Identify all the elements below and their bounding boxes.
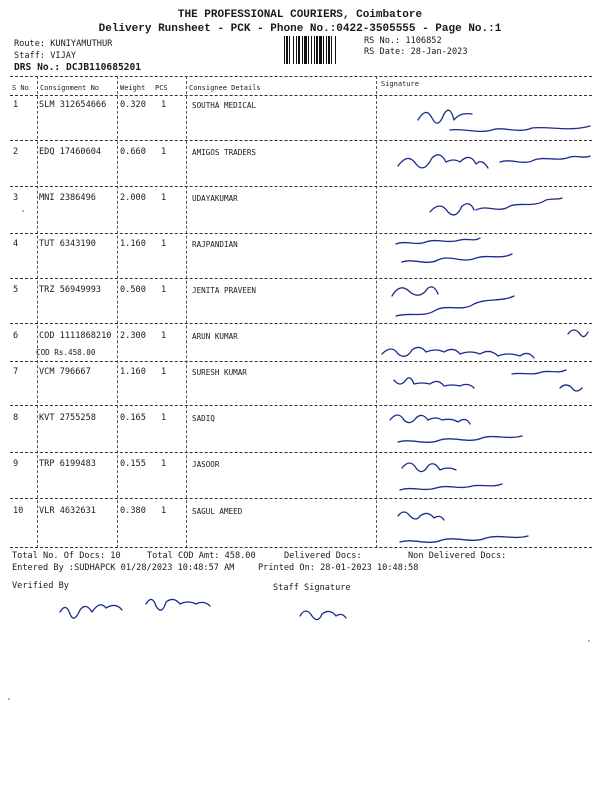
delivered-docs: Delivered Docs: xyxy=(284,551,362,561)
row-weight: 0.660 xyxy=(120,147,146,157)
total-docs: Total No. Of Docs: 10 xyxy=(12,551,121,561)
route-label: Route: xyxy=(14,39,46,49)
staff-signature-label: Staff Signature xyxy=(273,583,351,593)
row-consignment: EDQ 17460604 xyxy=(39,147,102,157)
row-consignment: TUT 6343190 xyxy=(39,239,96,249)
rs-date-label: RS Date: xyxy=(364,47,406,57)
row-weight: 1.160 xyxy=(120,239,146,249)
row-consignment: MNI 2386496 xyxy=(39,193,96,203)
row-consignment: TRP 6199483 xyxy=(39,459,96,469)
runsheet-subtitle: Delivery Runsheet - PCK - Phone No.:0422-3505555 - Page No.:1 xyxy=(98,23,502,35)
col-header-consignment: Consignment No xyxy=(40,84,100,92)
row-consignment: VLR 4632631 xyxy=(39,506,96,516)
row-sno: 7 xyxy=(13,367,19,377)
row-pcs: 1 xyxy=(161,506,167,516)
col-header-sno: S No xyxy=(12,84,29,92)
row-consignment: VCM 796667 xyxy=(39,367,91,377)
row-pcs: 1 xyxy=(161,239,167,249)
verified-by-label: Verified By xyxy=(12,581,69,591)
row-pcs: 1 xyxy=(161,285,167,295)
scan-speck xyxy=(8,698,10,700)
row-consignee: ARUN KUMAR xyxy=(192,332,238,341)
row-consignee: SAGUL AMEED xyxy=(192,507,243,516)
row-pcs: 1 xyxy=(161,459,167,469)
row-consignee: SURESH KUMAR xyxy=(192,368,247,377)
route-value: KUNIYAMUTHUR xyxy=(50,39,113,49)
drs-value: DCJB110685201 xyxy=(66,62,142,73)
row-weight: 2.300 xyxy=(120,331,146,341)
scan-speck xyxy=(588,640,590,642)
row-pcs: 1 xyxy=(161,331,167,341)
row-sno: 6 xyxy=(13,331,19,341)
row-sno: 9 xyxy=(13,459,19,469)
row-weight: 0.320 xyxy=(120,100,146,110)
scan-speck xyxy=(22,210,24,212)
row-consignment: COD 1111868210 xyxy=(39,331,112,341)
row-consignee: SOUTHA MEDICAL xyxy=(192,101,257,110)
row-sno: 3 xyxy=(13,193,19,203)
row-weight: 1.160 xyxy=(120,367,146,377)
rs-no-value: 1106852 xyxy=(405,36,442,46)
row-consignee: JENITA PRAVEEN xyxy=(192,286,257,295)
row-consignment: SLM 312654666 xyxy=(39,100,107,110)
row-weight: 2.000 xyxy=(120,193,146,203)
row-sno: 1 xyxy=(13,100,19,110)
non-delivered-docs: Non Delivered Docs: xyxy=(408,551,507,561)
drs-label: DRS No.: xyxy=(14,62,61,73)
rs-date-value: 28-Jan-2023 xyxy=(410,47,468,57)
row-sno: 10 xyxy=(13,506,24,516)
row-cod-note: COD Rs.458.00 xyxy=(36,348,96,357)
company-title: THE PROFESSIONAL COURIERS, Coimbatore xyxy=(177,9,423,21)
row-pcs: 1 xyxy=(161,100,167,110)
entered-by: Entered By :SUDHAPCK 01/28/2023 10:48:57 AM xyxy=(12,563,235,573)
row-pcs: 1 xyxy=(161,367,167,377)
row-consignment: KVT 2755258 xyxy=(39,413,96,423)
staff-value: VIJAY xyxy=(50,51,77,61)
col-header-weight: Weight xyxy=(120,84,146,92)
row-consignee: UDAYAKUMAR xyxy=(192,194,238,203)
row-consignment: TRZ 56949993 xyxy=(39,285,102,295)
row-pcs: 1 xyxy=(161,193,167,203)
row-pcs: 1 xyxy=(161,147,167,157)
row-consignee: AMIGOS TRADERS xyxy=(192,148,257,157)
row-consignee: SADIQ xyxy=(192,414,215,423)
col-header-consignee: Consignee Details xyxy=(189,84,261,92)
printed-on: Printed On: 28-01-2023 10:48:58 xyxy=(258,563,419,573)
staff-label: Staff: xyxy=(14,51,46,61)
col-header-signature: Signature xyxy=(381,80,419,88)
row-consignee: RAJPANDIAN xyxy=(192,240,238,249)
row-weight: 0.155 xyxy=(120,459,146,469)
row-sno: 4 xyxy=(13,239,19,249)
rs-no-label: RS No.: xyxy=(364,36,401,46)
total-cod-amount: Total COD Amt: 458.00 xyxy=(147,551,256,561)
row-weight: 0.500 xyxy=(120,285,146,295)
row-weight: 0.165 xyxy=(120,413,146,423)
row-sno: 2 xyxy=(13,147,19,157)
row-sno: 8 xyxy=(13,413,19,423)
row-weight: 0.380 xyxy=(120,506,146,516)
row-consignee: JASOOR xyxy=(192,460,220,469)
row-pcs: 1 xyxy=(161,413,167,423)
col-header-pcs: PCS xyxy=(155,84,168,92)
row-sno: 5 xyxy=(13,285,19,295)
